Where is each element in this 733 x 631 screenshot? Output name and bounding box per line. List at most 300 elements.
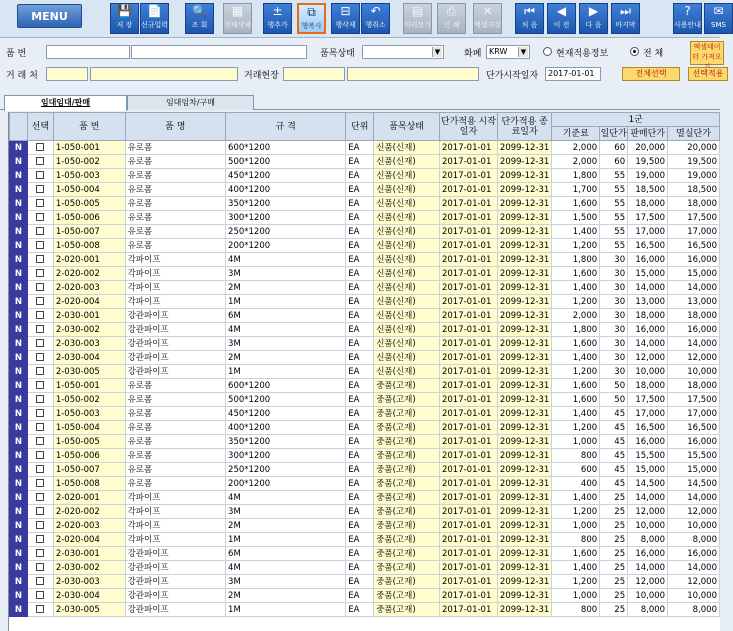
table-row[interactable] xyxy=(10,365,720,379)
base-fee-cell[interactable]: 1,200 xyxy=(552,239,600,253)
spec-cell[interactable]: 450*1200 xyxy=(226,169,346,183)
checkbox[interactable] xyxy=(36,367,44,375)
item-no-cell[interactable]: 2-020-004 xyxy=(53,295,125,309)
unit-cell[interactable]: EA xyxy=(346,267,374,281)
unit-cell[interactable]: EA xyxy=(346,533,374,547)
loss-price-cell[interactable]: 10,000 xyxy=(668,519,720,533)
status-cell[interactable]: 중품(고재) xyxy=(374,491,440,505)
item-no-cell[interactable]: 2-030-003 xyxy=(53,575,125,589)
select-checkbox[interactable] xyxy=(27,547,53,561)
unit-cell[interactable]: EA xyxy=(346,239,374,253)
status-cell[interactable]: 중품(고재) xyxy=(374,533,440,547)
start-date-cell[interactable]: 2017-01-01 xyxy=(439,225,497,239)
currency-select[interactable] xyxy=(486,45,530,59)
start-date-cell[interactable]: 2017-01-01 xyxy=(439,183,497,197)
header-daily-price[interactable]: 일단가 xyxy=(600,128,627,139)
table-row[interactable] xyxy=(10,449,720,463)
checkbox[interactable] xyxy=(36,577,44,585)
menu-button[interactable]: MENU xyxy=(17,4,82,28)
next-button[interactable] xyxy=(579,3,608,34)
daily-price-cell[interactable]: 45 xyxy=(600,435,628,449)
sale-price-cell[interactable]: 15,000 xyxy=(628,463,668,477)
select-checkbox[interactable] xyxy=(27,309,53,323)
spec-cell[interactable]: 2M xyxy=(226,589,346,603)
end-date-cell[interactable]: 2099-12-31 xyxy=(497,197,551,211)
checkbox[interactable] xyxy=(36,465,44,473)
checkbox[interactable] xyxy=(36,143,44,151)
delete-row-button[interactable] xyxy=(331,3,360,34)
search-button[interactable] xyxy=(185,3,214,34)
base-fee-cell[interactable]: 1,600 xyxy=(552,337,600,351)
sale-price-cell[interactable]: 17,500 xyxy=(628,393,668,407)
item-no-cell[interactable]: 1-050-004 xyxy=(53,421,125,435)
item-no-cell[interactable]: 2-030-003 xyxy=(53,337,125,351)
daily-price-cell[interactable]: 30 xyxy=(600,267,628,281)
item-name-cell[interactable]: 각파이프 xyxy=(125,281,225,295)
unit-cell[interactable]: EA xyxy=(346,393,374,407)
end-date-cell[interactable]: 2099-12-31 xyxy=(497,421,551,435)
item-name-cell[interactable]: 강관파이프 xyxy=(125,323,225,337)
item-name-cell[interactable]: 각파이프 xyxy=(125,295,225,309)
item-name-cell[interactable]: 유로폼 xyxy=(125,449,225,463)
end-date-cell[interactable]: 2099-12-31 xyxy=(497,239,551,253)
sale-price-cell[interactable]: 16,000 xyxy=(628,323,668,337)
select-checkbox[interactable] xyxy=(27,379,53,393)
end-date-cell[interactable]: 2099-12-31 xyxy=(497,225,551,239)
checkbox[interactable] xyxy=(36,451,44,459)
checkbox[interactable] xyxy=(36,409,44,417)
start-date-cell[interactable]: 2017-01-01 xyxy=(439,603,497,617)
table-row[interactable] xyxy=(10,225,720,239)
checkbox[interactable] xyxy=(36,591,44,599)
end-date-cell[interactable]: 2099-12-31 xyxy=(497,183,551,197)
start-date-cell[interactable]: 2017-01-01 xyxy=(439,533,497,547)
unit-cell[interactable]: EA xyxy=(346,141,374,155)
select-all-button[interactable]: 전체선택 xyxy=(622,67,680,81)
table-row[interactable] xyxy=(10,463,720,477)
loss-price-cell[interactable]: 16,000 xyxy=(668,547,720,561)
item-name-cell[interactable]: 강관파이프 xyxy=(125,547,225,561)
item-name-cell[interactable]: 유로폼 xyxy=(125,225,225,239)
loss-price-cell[interactable]: 8,000 xyxy=(668,533,720,547)
checkbox[interactable] xyxy=(36,227,44,235)
loss-price-cell[interactable]: 14,000 xyxy=(668,561,720,575)
sale-price-cell[interactable]: 14,000 xyxy=(628,491,668,505)
end-date-cell[interactable]: 2099-12-31 xyxy=(497,393,551,407)
radio-current[interactable] xyxy=(543,47,552,56)
item-name-cell[interactable]: 강관파이프 xyxy=(125,309,225,323)
unit-cell[interactable]: EA xyxy=(346,309,374,323)
base-fee-cell[interactable]: 1,600 xyxy=(552,547,600,561)
spec-cell[interactable]: 500*1200 xyxy=(226,393,346,407)
status-cell[interactable]: 신품(신재) xyxy=(374,281,440,295)
save-button[interactable] xyxy=(110,3,139,34)
item-name-cell[interactable]: 유로폼 xyxy=(125,407,225,421)
sale-price-cell[interactable]: 18,500 xyxy=(628,183,668,197)
end-date-cell[interactable]: 2099-12-31 xyxy=(497,365,551,379)
daily-price-cell[interactable]: 45 xyxy=(600,421,628,435)
loss-price-cell[interactable]: 16,500 xyxy=(668,239,720,253)
end-date-cell[interactable]: 2099-12-31 xyxy=(497,603,551,617)
end-date-cell[interactable]: 2099-12-31 xyxy=(497,463,551,477)
header-spec[interactable]: 규 격 xyxy=(226,113,346,141)
base-fee-cell[interactable]: 800 xyxy=(552,603,600,617)
daily-price-cell[interactable]: 30 xyxy=(600,365,628,379)
checkbox[interactable] xyxy=(36,395,44,403)
select-checkbox[interactable] xyxy=(27,239,53,253)
loss-price-cell[interactable]: 12,000 xyxy=(668,505,720,519)
unit-cell[interactable]: EA xyxy=(346,589,374,603)
checkbox[interactable] xyxy=(36,171,44,179)
item-status-select[interactable] xyxy=(362,45,444,59)
table-row[interactable] xyxy=(10,309,720,323)
item-no-cell[interactable]: 2-020-003 xyxy=(53,281,125,295)
daily-price-cell[interactable]: 25 xyxy=(600,505,628,519)
sale-price-cell[interactable]: 18,000 xyxy=(628,309,668,323)
table-row[interactable] xyxy=(10,421,720,435)
daily-price-cell[interactable]: 50 xyxy=(600,379,628,393)
sale-price-cell[interactable]: 16,000 xyxy=(628,435,668,449)
start-date-cell[interactable]: 2017-01-01 xyxy=(439,435,497,449)
loss-price-cell[interactable]: 8,000 xyxy=(668,603,720,617)
select-checkbox[interactable] xyxy=(27,225,53,239)
daily-price-cell[interactable]: 45 xyxy=(600,407,628,421)
sale-price-cell[interactable]: 19,500 xyxy=(628,155,668,169)
daily-price-cell[interactable]: 30 xyxy=(600,323,628,337)
sale-price-cell[interactable]: 16,500 xyxy=(628,239,668,253)
daily-price-cell[interactable]: 30 xyxy=(600,337,628,351)
spec-cell[interactable]: 2M xyxy=(226,519,346,533)
spec-cell[interactable]: 4M xyxy=(226,561,346,575)
tab-rental-sale[interactable]: 임대임대/판매 xyxy=(4,95,127,111)
sale-price-cell[interactable]: 20,000 xyxy=(628,141,668,155)
loss-price-cell[interactable]: 17,500 xyxy=(668,393,720,407)
end-date-cell[interactable]: 2099-12-31 xyxy=(497,435,551,449)
base-fee-cell[interactable]: 1,400 xyxy=(552,281,600,295)
item-name-cell[interactable]: 강관파이프 xyxy=(125,575,225,589)
end-date-cell[interactable]: 2099-12-31 xyxy=(497,407,551,421)
daily-price-cell[interactable]: 25 xyxy=(600,533,628,547)
unit-cell[interactable]: EA xyxy=(346,519,374,533)
header-unit[interactable]: 단위 xyxy=(346,113,374,141)
status-cell[interactable]: 신품(신재) xyxy=(374,365,440,379)
sale-price-cell[interactable]: 10,000 xyxy=(628,365,668,379)
status-cell[interactable]: 신품(신재) xyxy=(374,183,440,197)
loss-price-cell[interactable]: 19,500 xyxy=(668,155,720,169)
select-checkbox[interactable] xyxy=(27,253,53,267)
end-date-cell[interactable]: 2099-12-31 xyxy=(497,295,551,309)
item-no-cell[interactable]: 2-030-004 xyxy=(53,351,125,365)
start-date-cell[interactable]: 2017-01-01 xyxy=(439,323,497,337)
spec-cell[interactable]: 200*1200 xyxy=(226,239,346,253)
start-date-cell[interactable]: 2017-01-01 xyxy=(439,575,497,589)
status-cell[interactable]: 중품(고재) xyxy=(374,393,440,407)
unit-cell[interactable]: EA xyxy=(346,477,374,491)
status-cell[interactable]: 중품(고재) xyxy=(374,505,440,519)
status-cell[interactable]: 중품(고재) xyxy=(374,519,440,533)
first-button[interactable] xyxy=(515,3,544,34)
sale-price-cell[interactable]: 17,000 xyxy=(628,407,668,421)
unit-cell[interactable]: EA xyxy=(346,337,374,351)
table-row[interactable] xyxy=(10,547,720,561)
status-cell[interactable]: 중품(고재) xyxy=(374,379,440,393)
daily-price-cell[interactable]: 45 xyxy=(600,463,628,477)
unit-cell[interactable]: EA xyxy=(346,449,374,463)
apply-selection-button[interactable]: 선택적용 xyxy=(688,67,728,81)
daily-price-cell[interactable]: 25 xyxy=(600,547,628,561)
item-no-cell[interactable]: 2-030-002 xyxy=(53,323,125,337)
daily-price-cell[interactable]: 60 xyxy=(600,141,628,155)
start-date-cell[interactable]: 2017-01-01 xyxy=(439,141,497,155)
start-date-cell[interactable]: 2017-01-01 xyxy=(439,309,497,323)
status-cell[interactable]: 신품(신재) xyxy=(374,337,440,351)
item-no-cell[interactable]: 1-050-002 xyxy=(53,393,125,407)
spec-cell[interactable]: 200*1200 xyxy=(226,477,346,491)
loss-price-cell[interactable]: 10,000 xyxy=(668,589,720,603)
status-cell[interactable]: 중품(고재) xyxy=(374,477,440,491)
item-no-cell[interactable]: 1-050-006 xyxy=(53,449,125,463)
sale-price-cell[interactable]: 15,500 xyxy=(628,449,668,463)
base-fee-cell[interactable]: 1,000 xyxy=(552,589,600,603)
sale-price-cell[interactable]: 15,000 xyxy=(628,267,668,281)
checkbox[interactable] xyxy=(36,199,44,207)
excel-button[interactable] xyxy=(473,3,502,34)
table-row[interactable] xyxy=(10,435,720,449)
daily-price-cell[interactable]: 55 xyxy=(600,197,628,211)
end-date-cell[interactable]: 2099-12-31 xyxy=(497,169,551,183)
table-row[interactable] xyxy=(10,589,720,603)
checkbox[interactable] xyxy=(36,241,44,249)
select-checkbox[interactable] xyxy=(27,505,53,519)
daily-price-cell[interactable]: 30 xyxy=(600,351,628,365)
item-name-cell[interactable]: 각파이프 xyxy=(125,253,225,267)
table-row[interactable] xyxy=(10,267,720,281)
end-date-cell[interactable]: 2099-12-31 xyxy=(497,449,551,463)
item-no-cell[interactable]: 1-050-007 xyxy=(53,463,125,477)
base-fee-cell[interactable]: 1,600 xyxy=(552,379,600,393)
select-checkbox[interactable] xyxy=(27,533,53,547)
base-fee-cell[interactable]: 1,800 xyxy=(552,253,600,267)
item-no-input[interactable] xyxy=(46,45,130,59)
table-row[interactable] xyxy=(10,141,720,155)
table-row[interactable] xyxy=(10,491,720,505)
daily-price-cell[interactable]: 30 xyxy=(600,295,628,309)
loss-price-cell[interactable]: 14,000 xyxy=(668,337,720,351)
checkbox[interactable] xyxy=(36,437,44,445)
spec-cell[interactable]: 3M xyxy=(226,267,346,281)
select-checkbox[interactable] xyxy=(27,449,53,463)
unit-cell[interactable]: EA xyxy=(346,225,374,239)
end-date-cell[interactable]: 2099-12-31 xyxy=(497,477,551,491)
base-fee-cell[interactable]: 2,000 xyxy=(552,155,600,169)
checkbox[interactable] xyxy=(36,311,44,319)
unit-cell[interactable]: EA xyxy=(346,561,374,575)
spec-cell[interactable]: 4M xyxy=(226,253,346,267)
spec-cell[interactable]: 500*1200 xyxy=(226,155,346,169)
item-name-cell[interactable]: 유로폼 xyxy=(125,239,225,253)
item-name-cell[interactable]: 유로폼 xyxy=(125,463,225,477)
spec-cell[interactable]: 6M xyxy=(226,309,346,323)
loss-price-cell[interactable]: 17,000 xyxy=(668,225,720,239)
table-row[interactable] xyxy=(10,575,720,589)
checkbox[interactable] xyxy=(36,535,44,543)
start-date-cell[interactable]: 2017-01-01 xyxy=(439,589,497,603)
item-name-cell[interactable]: 강관파이프 xyxy=(125,365,225,379)
loss-price-cell[interactable]: 16,500 xyxy=(668,421,720,435)
select-checkbox[interactable] xyxy=(27,155,53,169)
spec-cell[interactable]: 250*1200 xyxy=(226,463,346,477)
item-name-cell[interactable]: 강관파이프 xyxy=(125,561,225,575)
item-name-cell[interactable]: 각파이프 xyxy=(125,491,225,505)
loss-price-cell[interactable]: 14,500 xyxy=(668,477,720,491)
checkbox[interactable] xyxy=(36,269,44,277)
loss-price-cell[interactable]: 18,000 xyxy=(668,197,720,211)
end-date-cell[interactable]: 2099-12-31 xyxy=(497,533,551,547)
end-date-cell[interactable]: 2099-12-31 xyxy=(497,589,551,603)
spec-cell[interactable]: 600*1200 xyxy=(226,379,346,393)
price-start-input[interactable]: 2017-01-01 xyxy=(545,67,601,81)
base-fee-cell[interactable]: 800 xyxy=(552,449,600,463)
daily-price-cell[interactable]: 25 xyxy=(600,589,628,603)
sms-button[interactable] xyxy=(704,3,733,34)
site-code-input[interactable] xyxy=(283,67,345,81)
item-name-cell[interactable]: 유로폼 xyxy=(125,197,225,211)
table-row[interactable] xyxy=(10,393,720,407)
unit-cell[interactable]: EA xyxy=(346,491,374,505)
checkbox[interactable] xyxy=(36,325,44,333)
status-cell[interactable]: 신품(신재) xyxy=(374,323,440,337)
loss-price-cell[interactable]: 18,500 xyxy=(668,183,720,197)
select-checkbox[interactable] xyxy=(27,421,53,435)
status-cell[interactable]: 신품(신재) xyxy=(374,225,440,239)
item-no-cell[interactable]: 1-050-008 xyxy=(53,477,125,491)
start-date-cell[interactable]: 2017-01-01 xyxy=(439,547,497,561)
daily-price-cell[interactable]: 45 xyxy=(600,449,628,463)
select-checkbox[interactable] xyxy=(27,337,53,351)
item-name-cell[interactable]: 유로폼 xyxy=(125,477,225,491)
select-checkbox[interactable] xyxy=(27,519,53,533)
status-cell[interactable]: 신품(신재) xyxy=(374,239,440,253)
item-no-cell[interactable]: 2-020-002 xyxy=(53,505,125,519)
sale-price-cell[interactable]: 18,000 xyxy=(628,379,668,393)
select-checkbox[interactable] xyxy=(27,603,53,617)
base-fee-cell[interactable]: 1,700 xyxy=(552,183,600,197)
customer-code-input[interactable] xyxy=(46,67,88,81)
checkbox[interactable] xyxy=(36,549,44,557)
unit-cell[interactable]: EA xyxy=(346,575,374,589)
checkbox[interactable] xyxy=(36,381,44,389)
base-fee-cell[interactable]: 1,200 xyxy=(552,365,600,379)
table-row[interactable] xyxy=(10,183,720,197)
unit-cell[interactable]: EA xyxy=(346,253,374,267)
header-base-fee[interactable]: 기준료 xyxy=(552,127,600,141)
unit-cell[interactable]: EA xyxy=(346,295,374,309)
select-checkbox[interactable] xyxy=(27,463,53,477)
status-cell[interactable]: 중품(고재) xyxy=(374,589,440,603)
daily-price-cell[interactable]: 55 xyxy=(600,169,628,183)
loss-price-cell[interactable]: 14,000 xyxy=(668,281,720,295)
header-status[interactable]: 품목상태 xyxy=(374,113,440,141)
spec-cell[interactable]: 3M xyxy=(226,575,346,589)
base-fee-cell[interactable]: 2,000 xyxy=(552,141,600,155)
select-checkbox[interactable] xyxy=(27,407,53,421)
item-name-cell[interactable]: 유로폼 xyxy=(125,393,225,407)
spec-cell[interactable]: 1M xyxy=(226,533,346,547)
loss-price-cell[interactable]: 12,000 xyxy=(668,351,720,365)
spec-cell[interactable]: 350*1200 xyxy=(226,197,346,211)
loss-price-cell[interactable]: 18,000 xyxy=(668,379,720,393)
customer-name-input[interactable] xyxy=(90,67,238,81)
item-name-cell[interactable]: 유로폼 xyxy=(125,169,225,183)
spec-cell[interactable]: 1M xyxy=(226,295,346,309)
status-cell[interactable]: 신품(신재) xyxy=(374,211,440,225)
spec-cell[interactable]: 600*1200 xyxy=(226,141,346,155)
sale-price-cell[interactable]: 14,000 xyxy=(628,281,668,295)
select-checkbox[interactable] xyxy=(27,295,53,309)
status-cell[interactable]: 신품(신재) xyxy=(374,155,440,169)
loss-price-cell[interactable]: 16,000 xyxy=(668,435,720,449)
sale-price-cell[interactable]: 16,000 xyxy=(628,253,668,267)
item-no-cell[interactable]: 1-050-003 xyxy=(53,169,125,183)
item-no-cell[interactable]: 1-050-003 xyxy=(53,407,125,421)
spec-cell[interactable]: 250*1200 xyxy=(226,225,346,239)
end-date-cell[interactable]: 2099-12-31 xyxy=(497,519,551,533)
sale-price-cell[interactable]: 17,000 xyxy=(628,225,668,239)
unit-cell[interactable]: EA xyxy=(346,169,374,183)
daily-price-cell[interactable]: 60 xyxy=(600,155,628,169)
spec-cell[interactable]: 350*1200 xyxy=(226,435,346,449)
unit-cell[interactable]: EA xyxy=(346,351,374,365)
table-row[interactable] xyxy=(10,533,720,547)
end-date-cell[interactable]: 2099-12-31 xyxy=(497,155,551,169)
spec-cell[interactable]: 450*1200 xyxy=(226,407,346,421)
spec-cell[interactable]: 300*1200 xyxy=(226,449,346,463)
item-name-cell[interactable]: 강관파이프 xyxy=(125,589,225,603)
loss-price-cell[interactable]: 20,000 xyxy=(668,141,720,155)
item-name-cell[interactable]: 유로폼 xyxy=(125,183,225,197)
table-row[interactable] xyxy=(10,351,720,365)
item-name-cell[interactable]: 각파이프 xyxy=(125,267,225,281)
start-date-cell[interactable]: 2017-01-01 xyxy=(439,421,497,435)
sale-price-cell[interactable]: 14,500 xyxy=(628,477,668,491)
item-no-cell[interactable]: 1-050-001 xyxy=(53,141,125,155)
select-checkbox[interactable] xyxy=(27,183,53,197)
table-row[interactable] xyxy=(10,211,720,225)
item-no-cell[interactable]: 1-050-008 xyxy=(53,239,125,253)
base-fee-cell[interactable]: 1,400 xyxy=(552,225,600,239)
item-no-cell[interactable]: 2-030-005 xyxy=(53,365,125,379)
sale-price-cell[interactable]: 16,000 xyxy=(628,547,668,561)
select-checkbox[interactable] xyxy=(27,491,53,505)
unit-cell[interactable]: EA xyxy=(346,547,374,561)
item-no-cell[interactable]: 1-050-004 xyxy=(53,183,125,197)
spec-cell[interactable]: 4M xyxy=(226,491,346,505)
base-fee-cell[interactable]: 1,400 xyxy=(552,561,600,575)
base-fee-cell[interactable]: 2,000 xyxy=(552,309,600,323)
table-row[interactable] xyxy=(10,281,720,295)
select-checkbox[interactable] xyxy=(27,211,53,225)
item-name-cell[interactable]: 강관파이프 xyxy=(125,603,225,617)
loss-price-cell[interactable]: 17,000 xyxy=(668,407,720,421)
item-name-input[interactable] xyxy=(131,45,307,59)
spec-cell[interactable]: 4M xyxy=(226,323,346,337)
checkbox[interactable] xyxy=(36,297,44,305)
end-date-cell[interactable]: 2099-12-31 xyxy=(497,379,551,393)
checkbox[interactable] xyxy=(36,423,44,431)
select-checkbox[interactable] xyxy=(27,141,53,155)
base-fee-cell[interactable]: 1,000 xyxy=(552,435,600,449)
checkbox[interactable] xyxy=(36,563,44,571)
